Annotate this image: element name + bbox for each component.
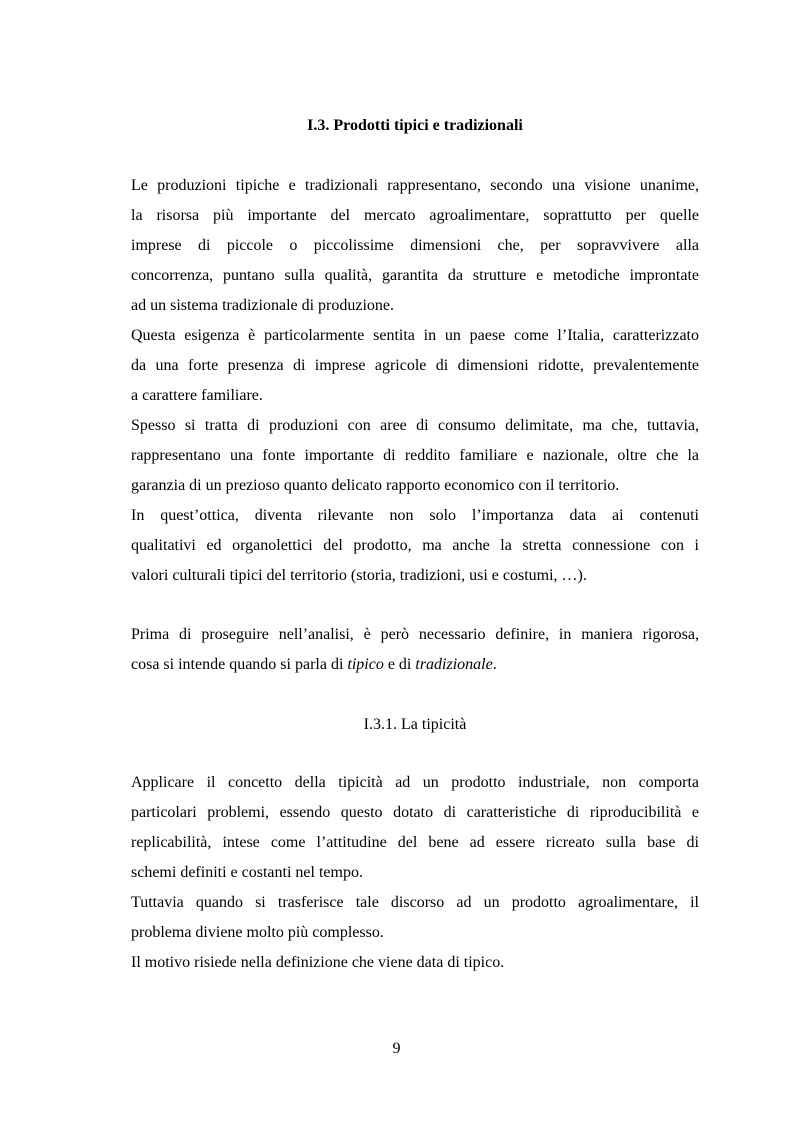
text-line: da una forte presenza di imprese agricole di dimensioni ridotte, prevalentemente bbox=[131, 357, 699, 374]
section-paragraph-1 bbox=[131, 171, 699, 321]
text-line: imprese di piccole o piccolissime dimensioni che, per sopravvivere alla bbox=[131, 237, 699, 254]
text-line-with-emphasis bbox=[131, 650, 699, 680]
text-line: particolari problemi, essendo questo dotato di caratteristiche di riproducibilità e bbox=[131, 804, 699, 821]
text-line: Questa esigenza è particolarmente sentita in un paese come l’Italia, caratterizzato bbox=[131, 327, 699, 344]
plain-text: cosa si intende quando si parla di bbox=[131, 656, 348, 673]
subsection-paragraph-3 bbox=[131, 948, 699, 978]
section-paragraph-3 bbox=[131, 411, 699, 501]
text-line: Le produzioni tipiche e tradizionali rappresentano, secondo una visione unanime, bbox=[131, 177, 699, 194]
text-line: Il motivo risiede nella definizione che viene data di tipico. bbox=[131, 954, 505, 971]
text-line: replicabilità, intese come l’attitudine del bene ad essere ricreato sulla base di bbox=[131, 834, 699, 851]
subsection-paragraph-1 bbox=[131, 768, 699, 888]
section-paragraph-2 bbox=[131, 321, 699, 411]
text-line: In quest’ottica, diventa rilevante non solo l’importanza data ai contenuti bbox=[131, 507, 699, 524]
plain-text: . bbox=[492, 656, 497, 673]
emphasis-term-tipico: tipico bbox=[347, 656, 384, 673]
text-line: concorrenza, puntano sulla qualità, garantita da strutture e metodiche improntate bbox=[131, 267, 699, 284]
subsection-paragraph-2 bbox=[131, 888, 699, 948]
text-line: problema diviene molto più complesso. bbox=[131, 924, 384, 941]
text-line: Prima di proseguire nell’analisi, è però necessario definire, in maniera rigorosa, bbox=[131, 626, 699, 643]
text-line: valori culturali tipici del territorio (storia, tradizioni, usi e costumi, …). bbox=[131, 567, 587, 584]
text-line: schemi definiti e costanti nel tempo. bbox=[131, 864, 363, 881]
text-line: la risorsa più importante del mercato agroalimentare, soprattutto per quelle bbox=[131, 207, 699, 224]
page-number: 9 bbox=[392, 1040, 401, 1057]
text-line: ad un sistema tradizionale di produzione. bbox=[131, 297, 395, 314]
text-line: a carattere familiare. bbox=[131, 387, 263, 404]
subsection-title: I.3.1. La tipicità bbox=[363, 716, 467, 733]
text-line: qualitativi ed organolettici del prodotto, ma anche la stretta connessione con i bbox=[131, 537, 699, 554]
section-paragraph-4 bbox=[131, 501, 699, 591]
text-line: rappresentano una fonte importante di reddito familiare e nazionale, oltre che la bbox=[131, 447, 699, 464]
text-line: Spesso si tratta di produzioni con aree di consumo delimitate, ma che, tuttavia, bbox=[131, 417, 699, 434]
text-line: Tuttavia quando si trasferisce tale discorso ad un prodotto agroalimentare, il bbox=[131, 894, 699, 911]
text-line: garanzia di un prezioso quanto delicato rapporto economico con il territorio. bbox=[131, 477, 620, 494]
section-paragraph-5 bbox=[131, 620, 699, 680]
text-line: Applicare il concetto della tipicità ad un prodotto industriale, non comporta bbox=[131, 774, 699, 791]
plain-text: e di bbox=[383, 656, 416, 673]
emphasis-term-tradizionale: tradizionale bbox=[415, 656, 493, 673]
section-title: I.3. Prodotti tipici e tradizionali bbox=[307, 117, 523, 134]
